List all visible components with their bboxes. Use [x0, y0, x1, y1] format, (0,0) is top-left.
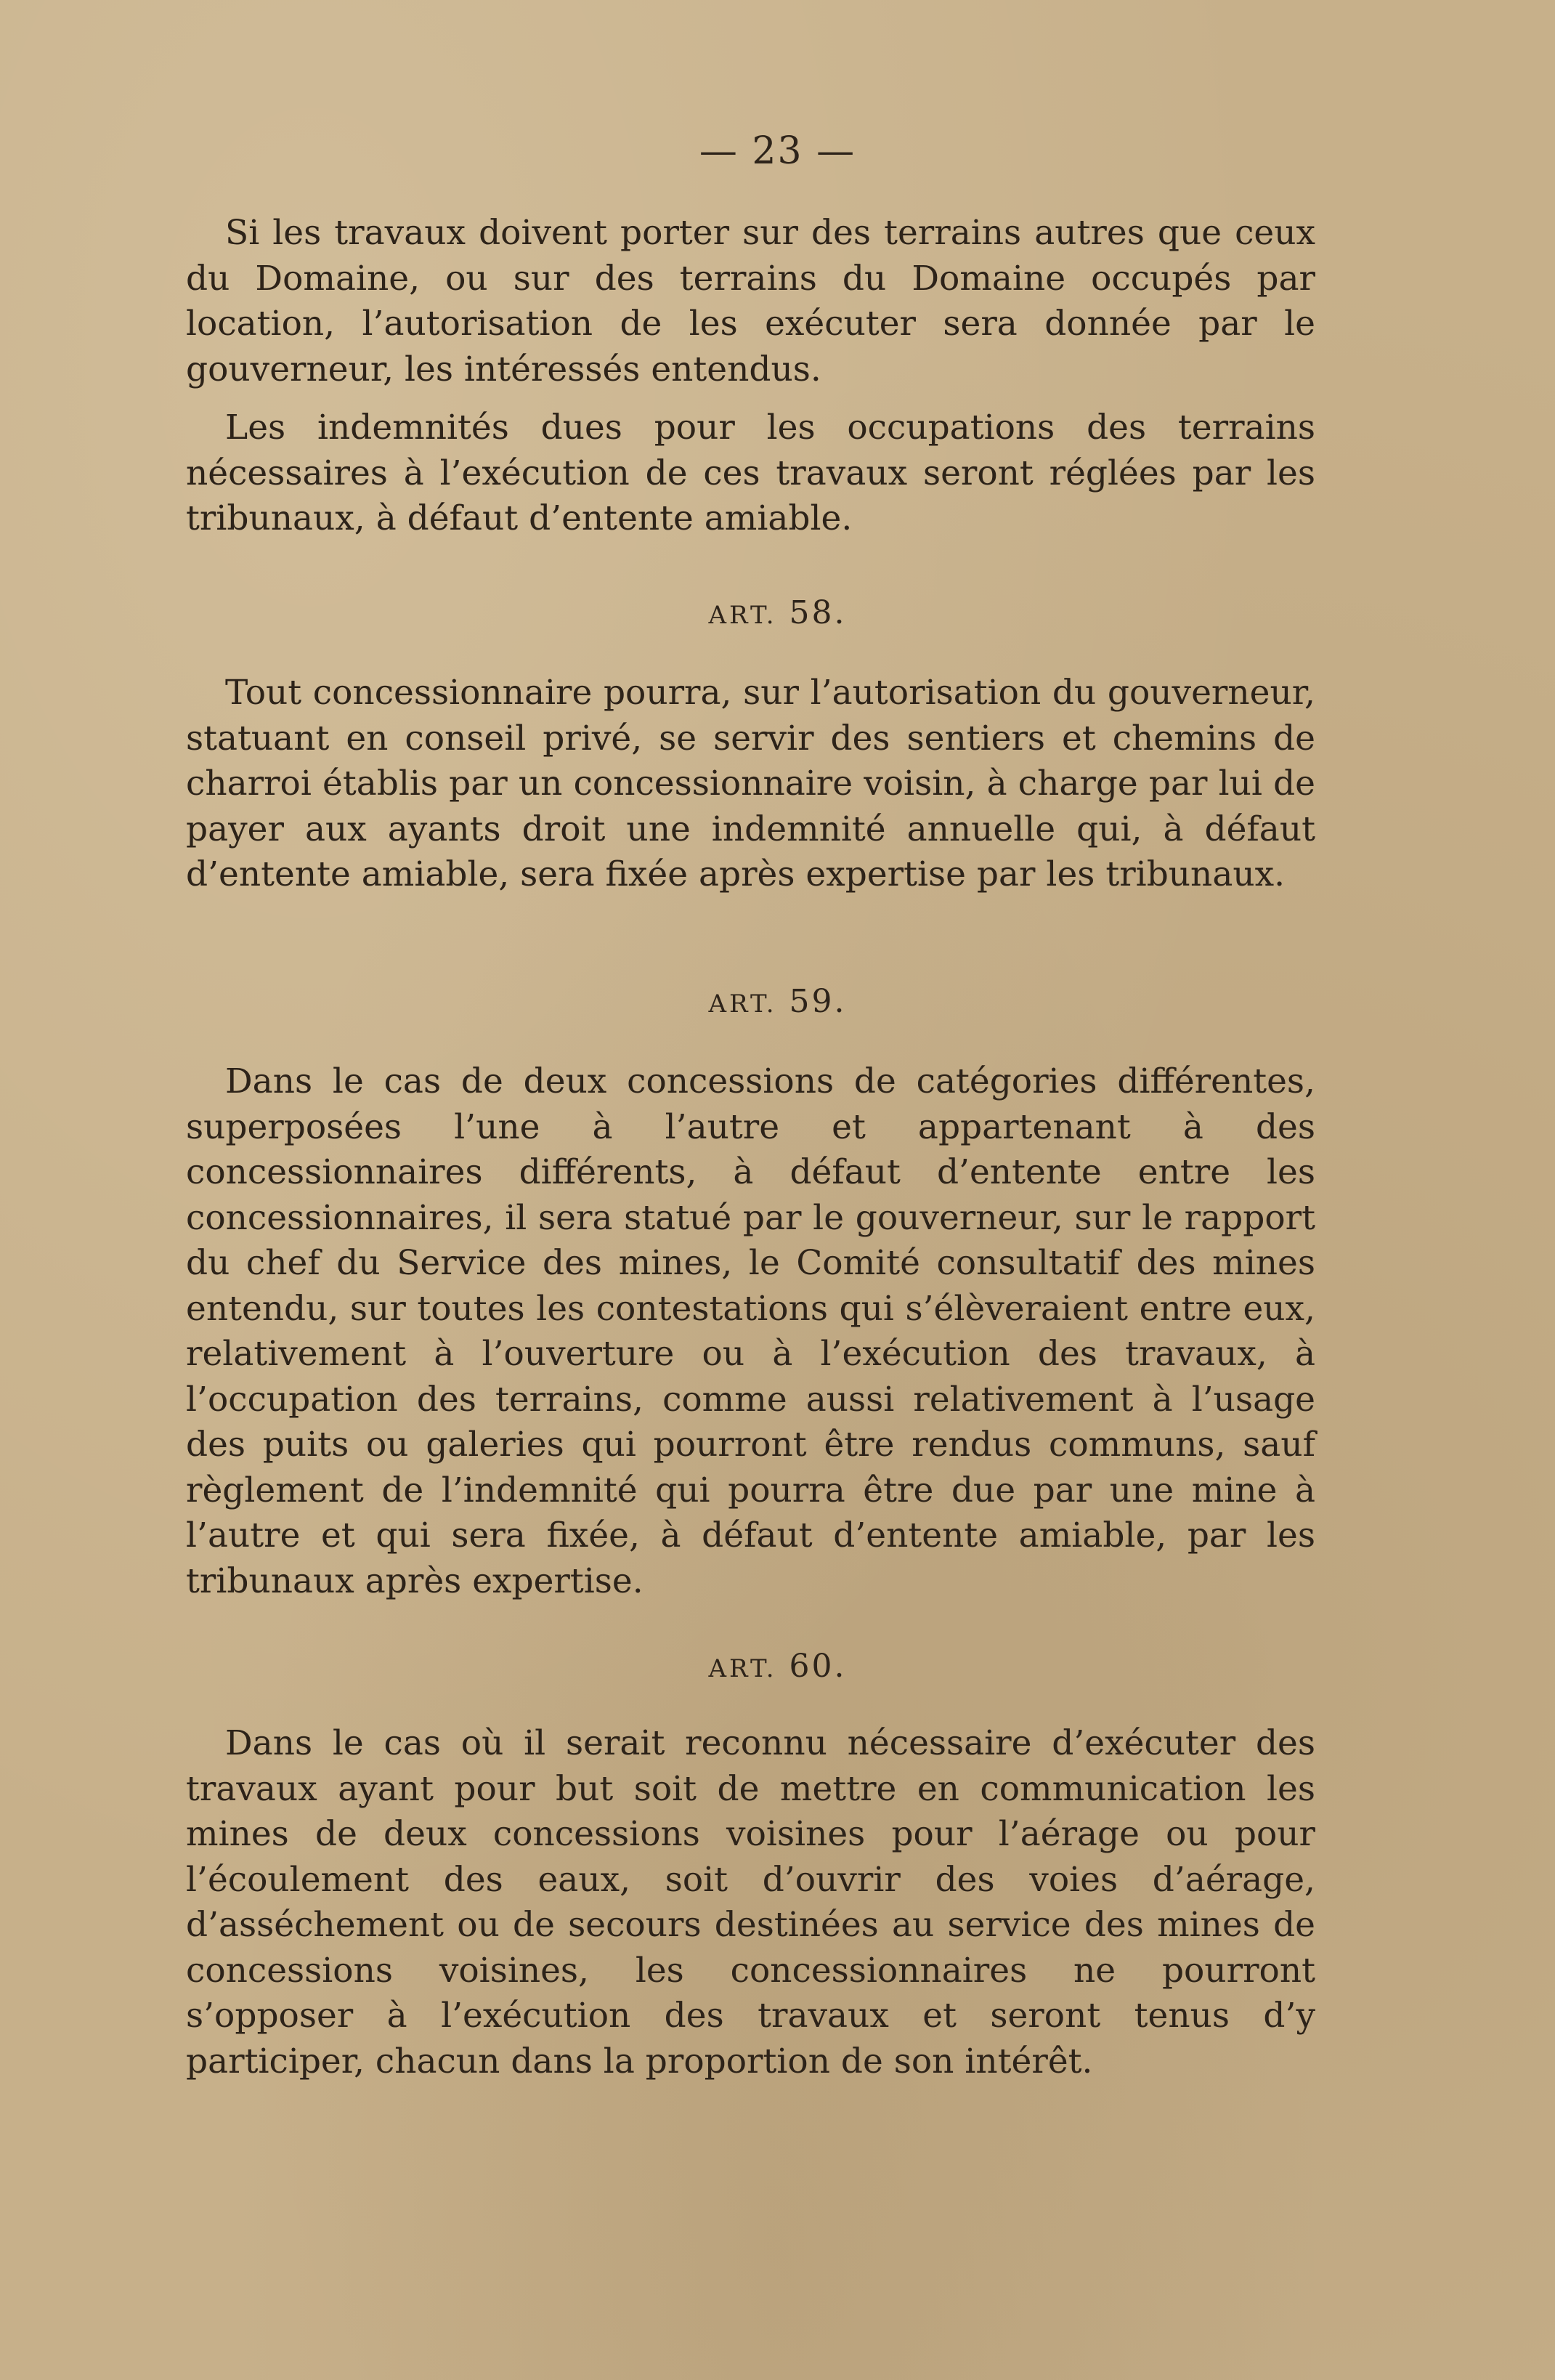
article-number: 60. — [789, 1648, 847, 1685]
article-number: 59. — [789, 983, 847, 1020]
paragraph-travaux-terrains — [186, 211, 1315, 392]
paragraph-text: Dans le cas de deux concessions de catégories différentes, superposées l’une à l’autre et appartenant à des concessionnaires différents, à défaut d’entente entre les concessionnaires, il sera statué par le gouverneur, sur le rapport du chef du Service des mines, le Comité consultatif des mines entendu, sur toutes les contestations qui s’élèveraient entre eux, relativement à l’ouverture ou à l’exécution des travaux, à l’occupation des terrains, comme aussi relativement à l’usage des puits ou galeries qui pourront être rendus communs, sauf règlement de l’indemnité qui pourra être due par une mine à l’autre et qui sera fixée, à défaut d’entente amiable, par les tribunaux après expertise. — [186, 1061, 1315, 1601]
article-60-heading — [0, 1648, 1555, 1685]
paragraph-indemnites — [186, 405, 1315, 542]
article-58-heading — [0, 594, 1555, 631]
article-59-heading — [0, 983, 1555, 1020]
article-label: ART. — [708, 989, 777, 1019]
page-number: — 23 — — [699, 129, 856, 173]
paragraph-article-58 — [186, 671, 1315, 898]
paragraph-text: Tout concessionnaire pourra, sur l’autorisation du gouverneur, statuant en conseil privé, se servir des sentiers et chemins de charroi établis par un concessionnaire voisin, à charge par lui de payer aux ayants droit une indemnité annuelle qui, à défaut d’entente amiable, sera fixée après expertise par les tribunaux. — [186, 673, 1315, 894]
paragraph-article-60 — [186, 1721, 1315, 2084]
article-number: 58. — [789, 594, 847, 631]
article-label: ART. — [708, 1654, 777, 1683]
paragraph-text: Dans le cas où il serait reconnu nécessaire d’exécuter des travaux ayant pour but soit de mettre en communication les mines de deux concessions voisines pour l’aérage ou pour l’écoulement des eaux, soit d’ouvrir des voies d’aérage, d’asséchement ou de secours destinées au service des mines de concessions voisines, les concessionnaires ne pourront s’opposer à l’exécution des travaux et seront tenus d’y participer, chacun dans la proportion de son intérêt. — [186, 1723, 1315, 2081]
article-label: ART. — [708, 601, 777, 630]
paragraph-text: Les indemnités dues pour les occupations des terrains nécessaires à l’exécution de ces travaux seront réglées par les tribunaux, à défaut d’entente amiable. — [186, 408, 1315, 538]
paragraph-text: Si les travaux doivent porter sur des terrains autres que ceux du Domaine, ou sur des terrains du Domaine occupés par location, l’autorisation de les exécuter sera donnée par le gouverneur, les intéressés entendus. — [186, 213, 1315, 389]
paragraph-article-59 — [186, 1059, 1315, 1604]
